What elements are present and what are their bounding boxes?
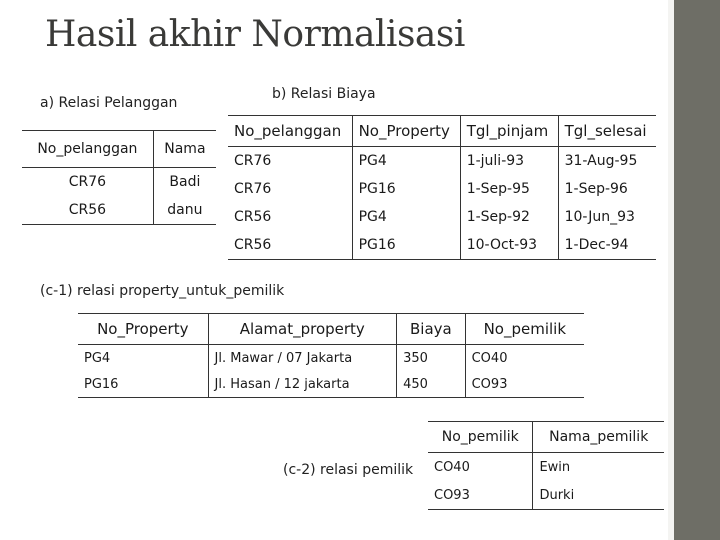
table-cell: PG16 [352, 175, 460, 203]
table-cell: PG4 [78, 345, 208, 372]
caption-relasi-biaya: b) Relasi Biaya [272, 86, 376, 102]
column-header: No_pemilik [428, 422, 533, 453]
table-cell: CO40 [428, 453, 533, 482]
table-cell: 1-Dec-94 [564, 237, 629, 253]
table-row [228, 175, 656, 203]
table-relasi-biaya [228, 115, 656, 260]
sidebar-stripe [668, 0, 674, 540]
table-cell: Jl. Hasan / 12 jakarta [208, 371, 397, 398]
column-header: No_Property [352, 116, 460, 147]
table-cell: CR76 [228, 175, 352, 203]
table-cell: CR56 [228, 203, 352, 231]
table-cell: 1-Sep-96 [564, 181, 628, 197]
table-cell: CR56 [22, 196, 153, 225]
table-cell: Badi [169, 174, 201, 190]
table-header-row [228, 116, 656, 147]
table-row [22, 196, 216, 225]
table-header-row [78, 314, 584, 345]
table-cell: Ewin [539, 459, 571, 475]
column-header: No_pelanggan [228, 116, 352, 147]
table-cell: CR56 [228, 231, 352, 260]
table-row [78, 345, 584, 372]
table-cell: PG16 [78, 371, 208, 398]
table-cell: CO40 [471, 350, 508, 366]
column-header: Tgl_selesai [558, 116, 656, 147]
table-cell: 1-Sep-92 [460, 203, 558, 231]
table-cell: 31-Aug-95 [564, 153, 638, 169]
table-cell: CR76 [228, 147, 352, 176]
table-cell: 10-Jun_93 [564, 209, 635, 225]
table-relasi-property [78, 313, 584, 398]
table-cell: danu [167, 202, 203, 218]
table-row [428, 453, 664, 482]
table-cell: CR76 [22, 168, 153, 197]
table-cell: PG4 [352, 147, 460, 176]
table-row [428, 481, 664, 510]
decorative-sidebar [668, 0, 720, 540]
table-cell: CO93 [471, 376, 508, 392]
table-cell: PG16 [352, 231, 460, 260]
table-cell: 10-Oct-93 [460, 231, 558, 260]
column-header: No_Property [78, 314, 208, 345]
table-relasi-pelanggan [22, 130, 216, 225]
table-cell: PG4 [352, 203, 460, 231]
table-cell: 1-Sep-95 [460, 175, 558, 203]
table-row [228, 147, 656, 176]
slide-title: Hasil akhir Normalisasi [45, 14, 465, 55]
table-cell: 450 [397, 371, 466, 398]
column-header: No_pemilik [465, 314, 584, 345]
table-cell: Durki [539, 487, 575, 503]
column-header: Nama_pemilik [533, 422, 664, 453]
table-cell: CO93 [428, 481, 533, 510]
table-header-row [428, 422, 664, 453]
table-header-row [22, 131, 216, 168]
column-header: Nama [153, 131, 216, 168]
caption-relasi-pemilik: (c-2) relasi pemilik [283, 462, 414, 478]
caption-relasi-property: (c-1) relasi property_untuk_pemilik [40, 283, 285, 299]
table-relasi-pemilik [428, 421, 664, 510]
table-cell: 1-juli-93 [460, 147, 558, 176]
column-header: Biaya [397, 314, 466, 345]
table-cell: Jl. Mawar / 07 Jakarta [208, 345, 397, 372]
table-row [78, 371, 584, 398]
column-header: Tgl_pinjam [460, 116, 558, 147]
table-row [228, 203, 656, 231]
column-header: Alamat_property [208, 314, 397, 345]
table-cell: 350 [397, 345, 466, 372]
caption-relasi-pelanggan: a) Relasi Pelanggan [40, 95, 178, 111]
table-row [228, 231, 656, 260]
table-row [22, 168, 216, 197]
column-header: No_pelanggan [22, 131, 153, 168]
